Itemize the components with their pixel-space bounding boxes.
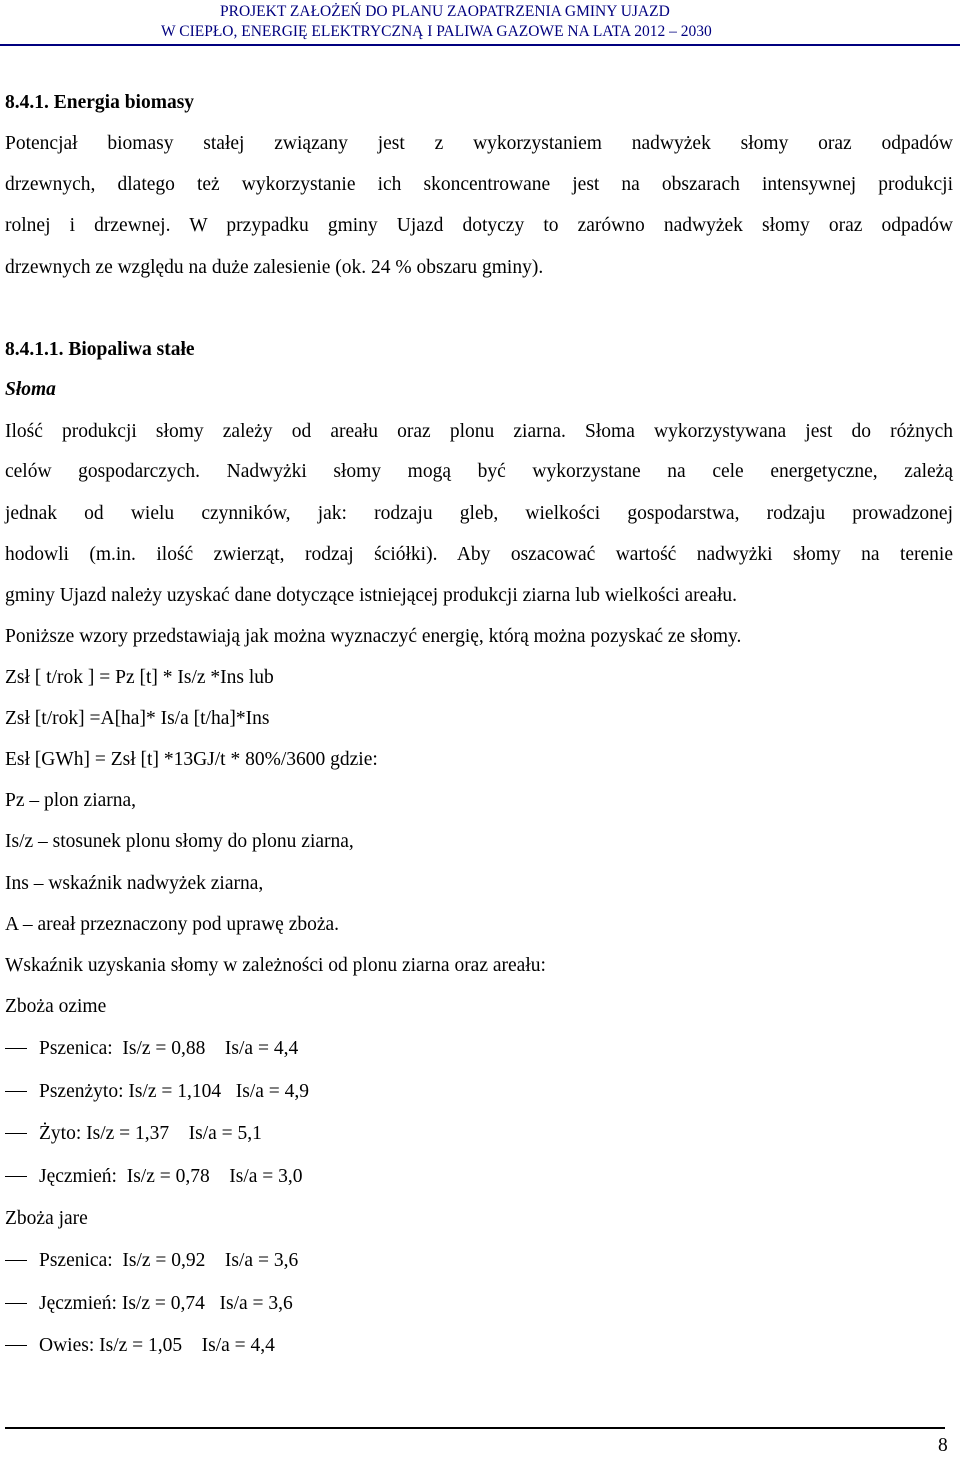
paragraph-line: Potencjał biomasy stałej związany jest z wykorzystaniem nadwyżek słomy oraz odpadów	[5, 133, 953, 154]
paragraph-line: celów gospodarczych. Nadwyżki słomy mogą być wykorzystane na cele energetyczne, zależą	[5, 461, 953, 482]
list-item: Jęczmień: Is/z = 0,78 Is/a = 3,0	[5, 1165, 303, 1189]
definition: A – areał przeznaczony pod uprawę zboża.	[5, 914, 340, 935]
group-label: Zboża ozime	[5, 996, 107, 1017]
formula: Zsł [t/rok] =A[ha]* Is/a [t/ha]*Ins	[5, 708, 270, 729]
list-item: Pszenżyto: Is/z = 1,104 Is/a = 4,9	[5, 1080, 309, 1104]
group-label: Zboża jare	[5, 1208, 88, 1229]
dash-bullet-icon	[5, 1345, 27, 1347]
header-title-line2: W CIEPŁO, ENERGIĘ ELEKTRYCZNĄ I PALIWA GAZOWE NA LATA 2012 – 2030	[161, 23, 712, 40]
paragraph-line: hodowli (m.in. ilość zwierząt, rodzaj ściółki). Aby oszacować wartość nadwyżki słomy na terenie	[5, 544, 953, 565]
paragraph-line: Ilość produkcji słomy zależy od areału oraz plonu ziarna. Słoma wykorzystywana jest do różnych	[5, 421, 953, 442]
list-item: Jęczmień: Is/z = 0,74 Is/a = 3,6	[5, 1292, 293, 1316]
paragraph-line: rolnej i drzewnej. W przypadku gminy Ujazd dotyczy to zarówno nadwyżek słomy oraz odpadów	[5, 215, 953, 236]
dash-bullet-icon	[5, 1176, 27, 1178]
paragraph-line: Wskaźnik uzyskania słomy w zależności od plonu ziarna oraz areału:	[5, 955, 546, 976]
section-heading: 8.4.1. Energia biomasy	[5, 92, 195, 113]
paragraph-line: Poniższe wzory przedstawiają jak można wyznaczyć energię, którą można pozyskać ze słomy.	[5, 626, 742, 647]
subsection-subheading: Słoma	[5, 379, 56, 400]
paragraph-line: jednak od wielu czynników, jak: rodzaju gleb, wielkości gospodarstwa, rodzaju prowadzonej	[5, 503, 953, 524]
footer-divider	[5, 1427, 945, 1429]
list-item: Żyto: Is/z = 1,37 Is/a = 5,1	[5, 1122, 262, 1146]
header-title-line1: PROJEKT ZAŁOŻEŃ DO PLANU ZAOPATRZENIA GMINY UJAZD	[220, 3, 670, 20]
definition: Ins – wskaźnik nadwyżek ziarna,	[5, 873, 264, 894]
formula: Esł [GWh] = Zsł [t] *13GJ/t * 80%/3600 gdzie:	[5, 749, 378, 770]
header-divider	[0, 44, 960, 46]
dash-bullet-icon	[5, 1048, 27, 1050]
list-item: Pszenica: Is/z = 0,92 Is/a = 3,6	[5, 1249, 298, 1273]
dash-bullet-icon	[5, 1091, 27, 1093]
dash-bullet-icon	[5, 1303, 27, 1305]
paragraph-line: drzewnych, dlatego też wykorzystanie ich skoncentrowane jest na obszarach intensywnej produkcji	[5, 174, 953, 195]
page-number: 8	[938, 1435, 948, 1456]
list-item: Pszenica: Is/z = 0,88 Is/a = 4,4	[5, 1037, 298, 1061]
dash-bullet-icon	[5, 1260, 27, 1262]
definition: Pz – plon ziarna,	[5, 790, 137, 811]
subsection-heading: 8.4.1.1. Biopaliwa stałe	[5, 339, 195, 360]
paragraph-line: gminy Ujazd należy uzyskać dane dotyczące istniejącej produkcji ziarna lub wielkości areału.	[5, 585, 738, 606]
list-item: Owies: Is/z = 1,05 Is/a = 4,4	[5, 1334, 275, 1358]
paragraph-line: drzewnych ze względu na duże zalesienie (ok. 24 % obszaru gminy).	[5, 257, 544, 278]
definition: Is/z – stosunek plonu słomy do plonu ziarna,	[5, 831, 354, 852]
dash-bullet-icon	[5, 1133, 27, 1135]
formula: Zsł [ t/rok ] = Pz [t] * Is/z *Ins lub	[5, 667, 274, 688]
